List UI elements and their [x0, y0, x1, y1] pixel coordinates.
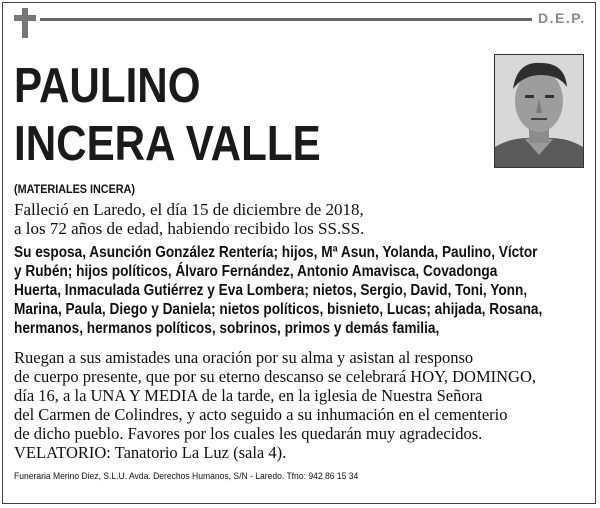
deceased-photo: [494, 54, 584, 168]
funeral-home-footer: Funeraria Merino Diez, S.L.U. Avda. Derechos Humanos, S/N - Laredo. Tfno: 942 86 15 34: [14, 471, 359, 482]
deceased-name-first: PAULINO: [14, 59, 201, 113]
dep-tag: D.E.P.: [538, 10, 586, 26]
header-rule: [40, 18, 532, 21]
family-list: Su esposa, Asunción González Rentería; hijos, Mª Asun, Yolanda, Paulino, Víctor y Rubén; hijos políticos, Álvaro Fernández, Antonio Amavisca, Covadonga Huerta, Inmaculada Gutiérrez y Eva Lombera; nietos, Sergio, David, Toni, Yonn, Marina, Paula, Diego y Daniela; nietos políticos, bisnieto, Lucas; ahijada, Rosana, hermanos, hermanos políticos, sobrinos, primos y demás familia,: [14, 244, 543, 337]
deceased-name-surnames: INCERA VALLE: [14, 117, 321, 171]
company-name: (MATERIALES INCERA): [14, 182, 135, 196]
portrait-image: [495, 55, 583, 167]
death-announcement: Falleció en Laredo, el día 15 de diciembre de 2018, a los 72 años de edad, habiendo recibido los SS.SS.: [14, 200, 365, 238]
latin-cross-icon: [14, 8, 36, 38]
service-details: Ruegan a sus amistades una oración por su alma y asistan al responso de cuerpo presente, que por su eterno descanso se celebrará HOY, DOMINGO, día 16, a la UNA Y MEDIA de la tarde, en la iglesia de Nuestra Señora del Carmen de Colindres, y acto seguido a su inhumación en el cementerio de dicho pueblo. Favores por los cuales les quedarán muy agradecidos. VELATORIO: Tanatorio La Luz (sala 4).: [14, 348, 537, 462]
